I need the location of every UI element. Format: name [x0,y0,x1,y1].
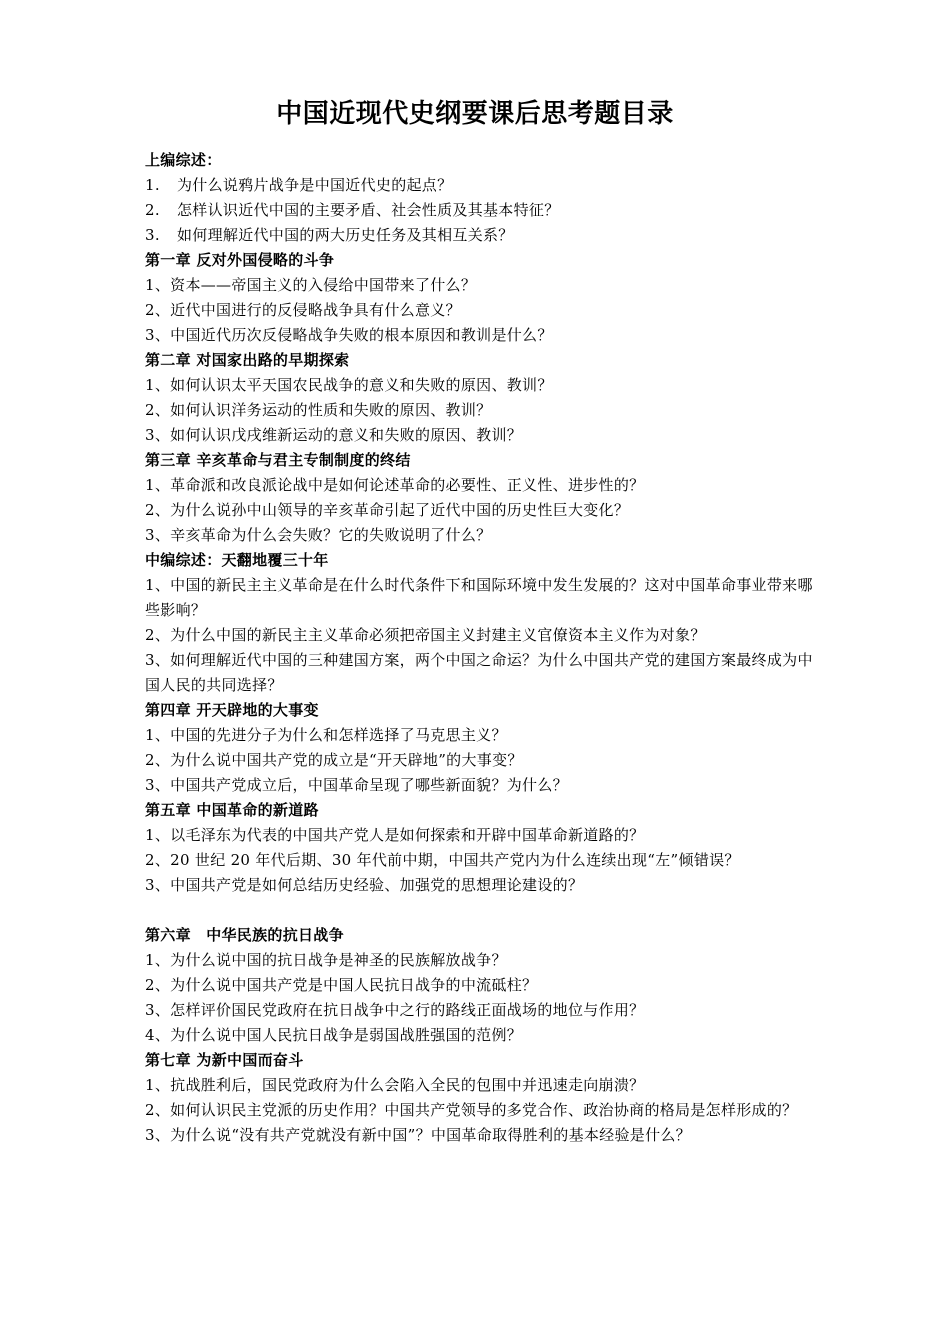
blank-line [145,898,817,923]
section-heading-chapter-5: 第五章 中国革命的新道路 [145,801,319,819]
question-number: 1. [145,176,160,194]
question-item: 1、如何认识太平天国农民战争的意义和失败的原因、教训？ [145,376,553,394]
section-heading-intro-part1: 上编综述： [145,151,222,169]
question-item: 1、抗战胜利后，国民党政府为什么会陷入全民的包围中并迅速走向崩溃？ [145,1076,645,1094]
question-item: 3、如何认识戊戌维新运动的意义和失败的原因、教训？ [145,426,523,444]
section-heading-chapter-2: 第二章 对国家出路的早期探索 [145,351,350,369]
question-item: 3、中国近代历次反侵略战争失败的根本原因和教训是什么？ [145,326,553,344]
question-item: 3、怎样评价国民党政府在抗日战争中之行的路线正面战场的地位与作用？ [145,1001,645,1019]
question-text: 怎样认识近代中国的主要矛盾、社会性质及其基本特征？ [177,201,560,219]
document-body [145,148,817,1148]
question-item: 3、如何理解近代中国的三种建国方案，两个中国之命运？为什么中国共产党的建国方案最终成为中国人民的共同选择？ [145,651,813,694]
question-item: 2、如何认识洋务运动的性质和失败的原因、教训？ [145,401,492,419]
document-title: 中国近现代史纲要课后思考题目录 [276,99,674,129]
question-item [145,173,817,198]
question-item: 3、中国共产党是如何总结历史经验、加强党的思想理论建设的？ [145,876,584,894]
question-item: 2、为什么说孙中山领导的辛亥革命引起了近代中国的历史性巨大变化？ [145,501,630,519]
question-item: 1、以毛泽东为代表的中国共产党人是如何探索和开辟中国革命新道路的？ [145,826,645,844]
question-item: 3、中国共产党成立后，中国革命呈现了哪些新面貌？为什么？ [145,776,568,794]
question-item: 2、近代中国进行的反侵略战争具有什么意义？ [145,301,461,319]
section-heading-chapter-7: 第七章 为新中国而奋斗 [145,1051,304,1069]
question-text: 为什么说鸦片战争是中国近代史的起点？ [177,176,453,194]
question-item: 4、为什么说中国人民抗日战争是弱国战胜强国的范例？ [145,1026,523,1044]
question-item: 3、为什么说“没有共产党就没有新中国”？中国革命取得胜利的基本经验是什么？ [145,1126,691,1144]
section-heading-chapter-3: 第三章 辛亥革命与君主专制制度的终结 [145,451,411,469]
question-item: 1、资本——帝国主义的入侵给中国带来了什么？ [145,276,477,294]
question-item: 2、20 世纪 20 年代后期、30 年代前中期，中国共产党内为什么连续出现“左”倾错误？ [145,851,740,869]
question-item: 1、中国的先进分子为什么和怎样选择了马克思主义？ [145,726,507,744]
question-item [145,223,817,248]
question-item: 3、辛亥革命为什么会失败？它的失败说明了什么？ [145,526,492,544]
section-heading-chapter-1: 第一章 反对外国侵略的斗争 [145,251,335,269]
section-heading-chapter-4: 第四章 开天辟地的大事变 [145,701,319,719]
question-item: 1、为什么说中国的抗日战争是神圣的民族解放战争？ [145,951,507,969]
question-item: 2、为什么说中国共产党的成立是“开天辟地”的大事变？ [145,751,523,769]
question-item [145,198,817,223]
question-number: 3. [145,226,160,244]
question-item: 1、革命派和改良派论战中是如何论述革命的必要性、正义性、进步性的？ [145,476,645,494]
section-heading-chapter-6: 第六章 中华民族的抗日战争 [145,926,344,944]
question-text: 如何理解近代中国的两大历史任务及其相互关系？ [177,226,514,244]
section-heading-intro-part2: 中编综述：天翻地覆三十年 [145,551,329,569]
question-item: 1、中国的新民主主义革命是在什么时代条件下和国际环境中发生发展的？这对中国革命事业带来哪些影响？ [145,576,813,619]
question-item: 2、如何认识民主党派的历史作用？中国共产党领导的多党合作、政治协商的格局是怎样形成的？ [145,1101,798,1119]
question-item: 2、为什么说中国共产党是中国人民抗日战争的中流砥柱？ [145,976,538,994]
question-number: 2. [145,201,160,219]
question-item: 2、为什么中国的新民主主义革命必须把帝国主义封建主义官僚资本主义作为对象？ [145,626,706,644]
